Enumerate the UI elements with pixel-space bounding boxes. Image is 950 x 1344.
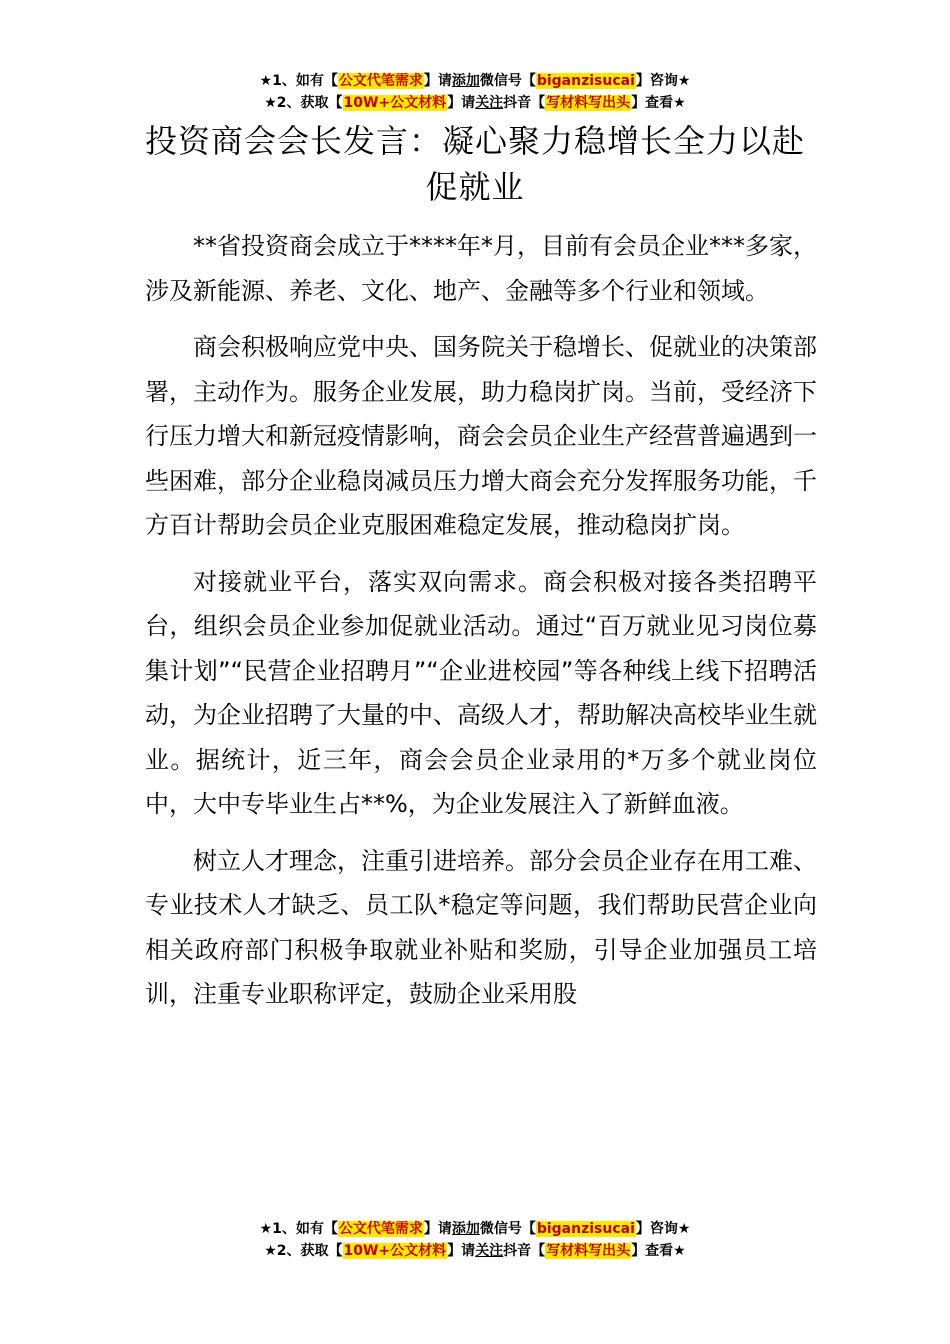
banner-text: 微信号【 [479, 1221, 536, 1237]
banner-text: 】请 [447, 95, 476, 111]
footer-banner [0, 1218, 950, 1262]
banner-highlight: biganzisucai [536, 1221, 635, 1237]
banner-text: 】请 [423, 73, 452, 89]
banner-text: ★2、获取【 [264, 95, 343, 111]
banner-text: ★1、如有【 [259, 1221, 338, 1237]
paragraph: 树立人才理念，注重引进培养。部分会员企业存在用工难、专业技术人才缺乏、员工队*稳定等问题，我们帮助民营企业向相关政府部门积极争取就业补贴和奖励，引导企业加强员工培训，注重专业职称评定，鼓励企业采用股 [145, 846, 817, 1008]
paragraph: 商会积极响应党中央、国务院关于稳增长、促就业的决策部署，主动作为。服务企业发展，助力稳岗扩岗。当前，受经济下行压力增大和新冠疫情影响，商会会员企业生产经营普遍遇到一些困难，部分企业稳岗减员压力增大商会充分发挥服务功能，千方百计帮助会员企业克服困难稳定发展，推动稳岗扩岗。 [145, 333, 817, 539]
banner-underline: 添加 [451, 73, 480, 89]
banner-text: 】咨询★ [635, 1221, 691, 1237]
banner-text: ★1、如有【 [259, 73, 338, 89]
banner-text: 】请 [447, 1243, 476, 1259]
banner-highlight: 公文代笔需求 [338, 1221, 423, 1237]
banner-line-2 [0, 92, 950, 114]
banner-line-1 [0, 1218, 950, 1240]
header-banner [0, 70, 950, 114]
banner-highlight: 10W+公文材料 [343, 95, 447, 111]
banner-underline: 关注 [475, 1243, 504, 1259]
banner-underline: 添加 [451, 1221, 480, 1237]
document-title: 投资商会会长发言：凝心聚力稳增长全力以赴促就业 [144, 122, 805, 206]
banner-highlight: 写材料写出头 [546, 95, 631, 111]
banner-line-1 [0, 70, 950, 92]
document-body [145, 224, 817, 1029]
paragraph: 对接就业平台，落实双向需求。商会积极对接各类招聘平台，组织会员企业参加促就业活动。通过“百万就业见习岗位募集计划”“民营企业招聘月”“企业进校园”等各种线上线下招聘活动，为企业招聘了大量的中、高级人才，帮助解决高校毕业生就业。据统计，近三年，商会会员企业录用的*万多个就业岗位中，大中专毕业生占**%，为企业发展注入了新鲜血液。 [145, 567, 817, 818]
banner-line-2 [0, 1240, 950, 1262]
banner-text: 抖音【 [503, 95, 546, 111]
banner-underline: 关注 [475, 95, 504, 111]
banner-text: 】查看★ [631, 95, 686, 111]
banner-text: 】请 [423, 1221, 452, 1237]
banner-text: 】咨询★ [635, 73, 691, 89]
banner-highlight: 公文代笔需求 [338, 73, 423, 89]
banner-highlight: 写材料写出头 [546, 1243, 631, 1259]
banner-text: 抖音【 [503, 1243, 546, 1259]
banner-text: ★2、获取【 [264, 1243, 343, 1259]
paragraph: **省投资商会成立于****年*月，目前有会员企业***多家，涉及新能源、养老、文化、地产、金融等多个行业和领域。 [145, 232, 817, 305]
banner-text: 】查看★ [631, 1243, 686, 1259]
banner-text: 微信号【 [479, 73, 536, 89]
banner-highlight: 10W+公文材料 [343, 1243, 447, 1259]
banner-highlight: biganzisucai [536, 73, 635, 89]
